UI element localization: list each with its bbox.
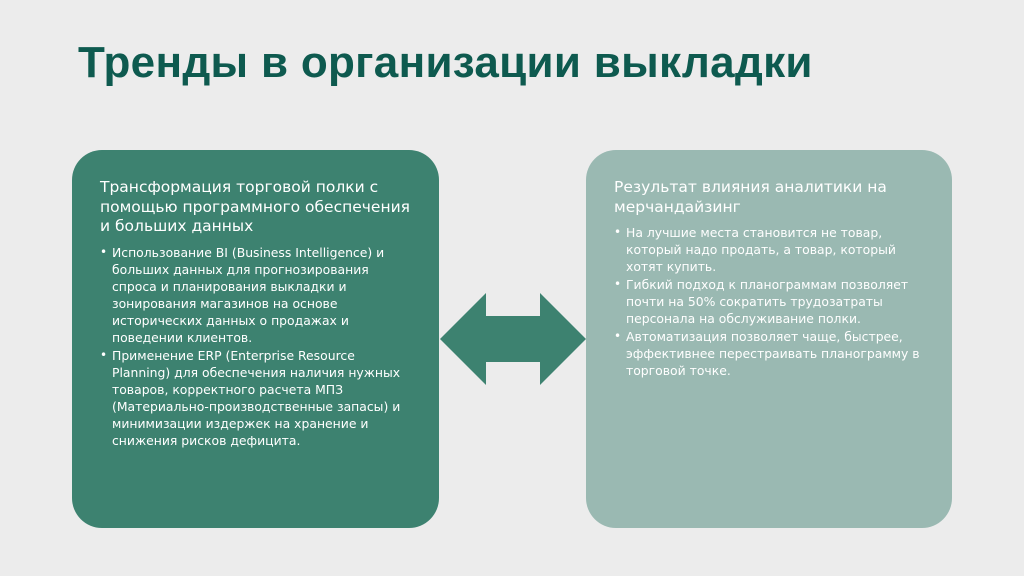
left-panel-heading: Трансформация торговой полки с помощью программного обеспечения и больших данных bbox=[100, 178, 410, 235]
list-item bbox=[100, 347, 415, 449]
list-item bbox=[614, 328, 928, 379]
list-item bbox=[614, 276, 928, 327]
left-panel bbox=[72, 150, 439, 528]
bullet-icon: • bbox=[614, 277, 622, 291]
bullet-icon: • bbox=[100, 244, 108, 259]
right-panel-list bbox=[614, 224, 928, 379]
bullet-icon: • bbox=[100, 347, 108, 362]
list-item-text: Использование BI (Business Intelligence) и больших данных для прогнозирования спроса и планирования выкладки и зонирования магазинов на основе исторических данных о продажах и поведении клиентов. bbox=[112, 244, 385, 345]
bullet-icon: • bbox=[614, 225, 622, 239]
slide-title: Тренды в организации выкладки bbox=[78, 38, 813, 87]
bullet-icon: • bbox=[614, 329, 622, 343]
right-panel bbox=[586, 150, 952, 528]
list-item-text: Применение ERP (Enterprise Resource Planning) для обеспечения наличия нужных товаров, корректного расчета МПЗ (Материально-производственные запасы) и минимизации издержек на хранение и снижения рисков дефицита. bbox=[112, 347, 401, 448]
list-item-text: Гибкий подход к планограммам позволяет почти на 50% сократить трудозатраты персонала на обслуживание полки. bbox=[626, 277, 909, 326]
double-arrow-icon bbox=[440, 293, 586, 385]
left-panel-list bbox=[100, 244, 415, 449]
list-item-text: На лучшие места становится не товар, который надо продать, а товар, который хотят купить. bbox=[626, 225, 896, 274]
list-item-text: Автоматизация позволяет чаще, быстрее, эффективнее перестраивать планограмму в торговой точке. bbox=[626, 329, 920, 378]
list-item bbox=[100, 244, 415, 346]
right-panel-heading: Результат влияния аналитики на мерчандайзинг bbox=[614, 178, 887, 216]
list-item bbox=[614, 224, 928, 275]
